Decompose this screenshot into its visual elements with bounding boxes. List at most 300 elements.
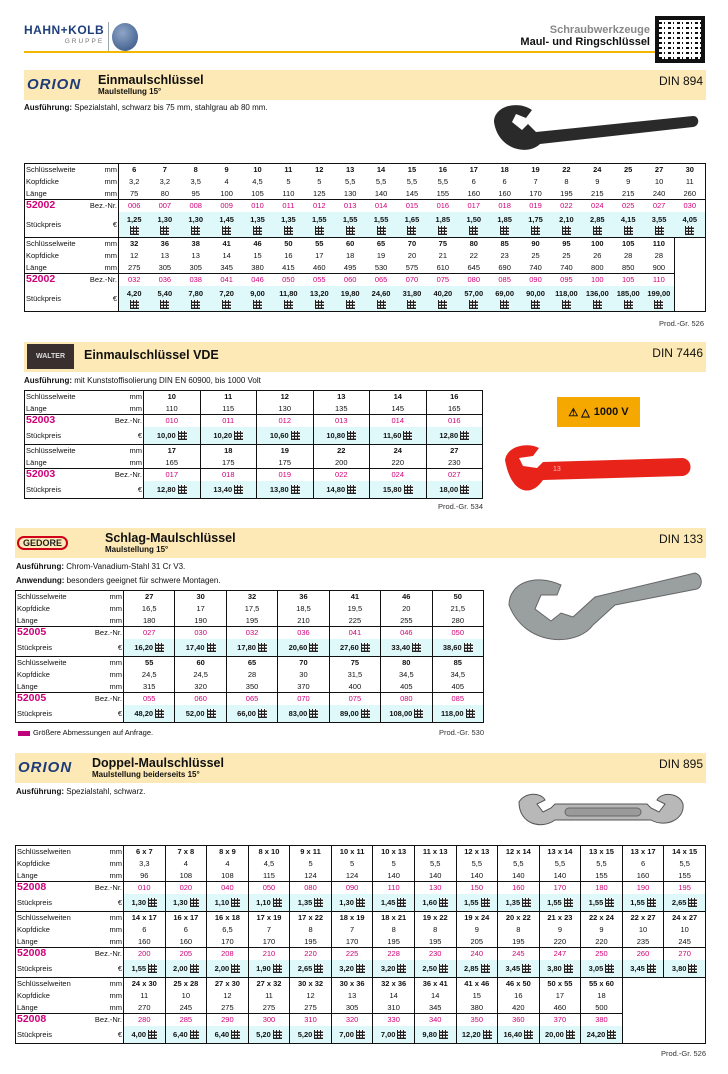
article-number-cell: 090 [331, 882, 373, 894]
row-price [16, 639, 484, 657]
price-cell [551, 286, 582, 312]
subcategory: Maul- und Ringschlüssel [520, 36, 650, 48]
head-cell: 10 [654, 177, 664, 186]
datamatrix-icon[interactable] [346, 300, 355, 309]
datamatrix-icon[interactable] [191, 300, 200, 309]
head-cell: 16 [284, 251, 293, 260]
length-cell: 155 [581, 870, 623, 882]
article-number-cell: 240 [456, 948, 498, 960]
datamatrix-icon[interactable] [647, 964, 656, 973]
size-cell: 13 x 14 [539, 846, 581, 858]
price-cell [290, 1026, 332, 1044]
price-cell [373, 960, 415, 978]
datamatrix-icon[interactable] [377, 300, 386, 309]
datamatrix-icon[interactable] [522, 898, 531, 907]
datamatrix-icon[interactable] [414, 709, 423, 718]
article-number-cell: 011 [200, 415, 257, 427]
datamatrix-icon[interactable] [309, 709, 318, 718]
price: 24,20 [586, 1029, 606, 1039]
article-number-cell: 370 [539, 1014, 581, 1026]
article-number-cell: 250 [581, 948, 623, 960]
row-label: Kopfdicke mm [17, 670, 122, 679]
voltage-label: 1000 V [593, 406, 629, 418]
row-label: Länge mm [17, 936, 122, 946]
price-cell [207, 960, 249, 978]
price: 6,40 [214, 1029, 230, 1039]
price-cell [370, 481, 427, 499]
size-cell: 10 x 13 [373, 846, 415, 858]
datamatrix-icon[interactable] [148, 964, 157, 973]
price: 2,65 [671, 897, 687, 907]
spec-text: Chrom-Vanadium-Stahl 31 Cr V3. [66, 562, 186, 571]
price: 38,60 [442, 642, 462, 652]
datamatrix-icon[interactable] [258, 643, 267, 652]
price: 69,00 [495, 288, 515, 298]
price-cell [211, 286, 242, 312]
size-cell: 27 x 30 [207, 978, 249, 990]
row-length [16, 936, 706, 948]
row-label: Länge mm [26, 262, 117, 272]
row-length [25, 262, 706, 274]
head-cell: 5,5 [581, 858, 623, 870]
datamatrix-icon[interactable] [522, 964, 531, 973]
price: 12,20 [461, 1029, 481, 1039]
datamatrix-icon[interactable] [356, 898, 365, 907]
price-cell [458, 212, 489, 238]
article-number-cell: 130 [414, 882, 456, 894]
spec-line [24, 376, 261, 385]
row-label: Schlüsselweiten mm [17, 847, 122, 857]
datamatrix-icon[interactable] [469, 300, 478, 309]
price-cell [207, 894, 249, 912]
datamatrix-icon[interactable] [624, 226, 633, 235]
row-article-number [16, 882, 706, 894]
article-number-cell: 075 [427, 274, 458, 286]
size-cell: 10 [242, 164, 273, 176]
datamatrix-icon[interactable] [688, 964, 697, 973]
price: 12,80 [439, 430, 459, 440]
article-number-cell: 032 [119, 274, 150, 286]
datamatrix-icon[interactable] [356, 1030, 365, 1039]
size-cell: 36 x 41 [414, 978, 456, 990]
datamatrix-icon[interactable] [130, 300, 139, 309]
price-cell [498, 1026, 540, 1044]
size-cell: 8 x 10 [248, 846, 290, 858]
head-cell: 5,5 [456, 858, 498, 870]
datamatrix-icon[interactable] [347, 431, 356, 440]
size-cell: 55 [304, 238, 335, 250]
datamatrix-icon[interactable] [464, 643, 473, 652]
length-cell: 115 [248, 870, 290, 882]
datamatrix-icon[interactable] [191, 226, 200, 235]
article-number-cell: 018 [200, 469, 257, 481]
datamatrix-icon[interactable] [685, 226, 694, 235]
head-cell: 16,5 [124, 603, 175, 615]
header-rule [24, 51, 656, 53]
datamatrix-icon[interactable] [439, 1030, 448, 1039]
price: 52,00 [185, 708, 205, 718]
head-cell: 7 [248, 924, 290, 936]
article-number-cell: 027 [426, 469, 483, 481]
article-number-cell: 016 [426, 415, 483, 427]
article-number-cell: 046 [242, 274, 273, 286]
datamatrix-icon[interactable] [566, 1030, 575, 1039]
datamatrix-icon[interactable] [438, 300, 447, 309]
datamatrix-icon[interactable] [291, 431, 300, 440]
length-cell: 108 [165, 870, 207, 882]
datamatrix-icon[interactable] [231, 964, 240, 973]
price-cell [278, 639, 329, 657]
datamatrix-icon[interactable] [605, 898, 614, 907]
size-cell: 13 [313, 391, 370, 403]
price-cell [180, 212, 211, 238]
datamatrix-icon[interactable] [361, 709, 370, 718]
part-number: 52002 [26, 199, 56, 212]
article-number-cell: 220 [290, 948, 332, 960]
length-cell: 320 [175, 681, 226, 693]
head-cell: 5 [317, 177, 322, 186]
datamatrix-icon[interactable] [314, 1030, 323, 1039]
size-cell: 30 [675, 164, 706, 176]
datamatrix-icon[interactable] [190, 1030, 199, 1039]
walter-logo: WALTER [27, 344, 74, 369]
length-cell: 415 [282, 262, 295, 272]
row-size [25, 238, 706, 250]
size-cell: 18 [200, 445, 257, 457]
datamatrix-icon[interactable] [500, 226, 509, 235]
datamatrix-icon[interactable] [234, 431, 243, 440]
datamatrix-icon[interactable] [346, 226, 355, 235]
datamatrix-icon[interactable] [148, 898, 157, 907]
price: 1,30 [339, 897, 354, 907]
datamatrix-icon[interactable] [654, 300, 663, 309]
datamatrix-icon[interactable] [284, 300, 293, 309]
datamatrix-icon[interactable] [178, 431, 187, 440]
article-number-cell: 041 [211, 274, 242, 286]
price: 1,30 [188, 214, 204, 224]
datamatrix-icon[interactable] [377, 226, 386, 235]
price: 11,80 [279, 288, 298, 298]
size-cell: 9 x 11 [290, 846, 332, 858]
qr-code-icon[interactable] [655, 16, 705, 63]
length-cell: 255 [381, 615, 432, 627]
datamatrix-icon[interactable] [439, 964, 448, 973]
article-number-cell: 290 [207, 1014, 249, 1026]
price: 40,20 [433, 288, 453, 298]
datamatrix-icon[interactable] [605, 964, 614, 973]
datamatrix-icon[interactable] [564, 898, 573, 907]
article-number-cell: 010 [124, 882, 166, 894]
price: 3,20 [339, 963, 354, 973]
datamatrix-icon[interactable] [155, 709, 164, 718]
head-cell: 5,5 [539, 858, 581, 870]
article-number-cell: 038 [180, 274, 211, 286]
datamatrix-icon[interactable] [593, 300, 602, 309]
datamatrix-icon[interactable] [190, 898, 199, 907]
datamatrix-icon[interactable] [258, 709, 267, 718]
size-cell: 14 x 17 [124, 912, 166, 924]
head-cell: 18,5 [278, 603, 329, 615]
length-cell: 195 [498, 936, 540, 948]
size-cell: 36 [278, 591, 329, 603]
spec-line [16, 787, 145, 796]
datamatrix-icon[interactable] [207, 643, 216, 652]
length-cell: 240 [652, 188, 666, 198]
article-number-cell: 022 [313, 469, 370, 481]
datamatrix-icon[interactable] [481, 964, 490, 973]
size-cell: 16 [427, 164, 458, 176]
price-cell [381, 705, 432, 723]
datamatrix-icon[interactable] [460, 485, 469, 494]
datamatrix-icon[interactable] [403, 431, 412, 440]
size-cell: 100 [582, 238, 613, 250]
price: 13,20 [309, 288, 329, 298]
length-cell: 170 [207, 936, 249, 948]
orion-logo: ORION [18, 759, 73, 776]
row-label: 52002 Bez.-Nr. [26, 199, 117, 212]
size-cell: 13 [335, 164, 366, 176]
datamatrix-icon[interactable] [397, 1030, 406, 1039]
length-cell: 170 [529, 188, 542, 198]
price-cell [664, 960, 706, 978]
price: 3,45 [630, 963, 645, 973]
datamatrix-icon[interactable] [562, 300, 571, 309]
price: 11,60 [383, 430, 402, 440]
price-cell [427, 286, 458, 312]
datamatrix-icon[interactable] [273, 898, 282, 907]
price: 10,60 [269, 430, 289, 440]
row-article-number [16, 1014, 706, 1026]
price: 2,65 [297, 963, 313, 973]
price: 1,90 [256, 963, 271, 973]
price-cell [248, 1026, 290, 1044]
size-cell: 6 x 7 [124, 846, 166, 858]
price-cell [373, 1026, 415, 1044]
article-number-cell: 280 [124, 1014, 166, 1026]
datamatrix-icon[interactable] [500, 300, 509, 309]
length-cell: 460 [313, 262, 326, 272]
length-cell: 215 [591, 188, 604, 198]
datamatrix-icon[interactable] [412, 643, 421, 652]
datamatrix-icon[interactable] [155, 643, 164, 652]
length-cell: 160 [124, 936, 166, 948]
datamatrix-icon[interactable] [315, 226, 324, 235]
datamatrix-icon[interactable] [314, 898, 323, 907]
datamatrix-icon[interactable] [253, 226, 262, 235]
head-cell: 10 [664, 924, 706, 936]
datamatrix-icon[interactable] [481, 898, 490, 907]
length-cell: 100 [220, 188, 233, 198]
head-cell: 16 [498, 990, 540, 1002]
head-cell: 12 [130, 251, 139, 260]
datamatrix-icon[interactable] [647, 898, 656, 907]
row-label: 52008 Bez.-Nr. [17, 881, 122, 894]
size-cell: 110 [644, 238, 675, 250]
datamatrix-icon[interactable] [439, 898, 448, 907]
price-cell [539, 894, 581, 912]
price-cell [644, 212, 675, 238]
price-cell [226, 705, 277, 723]
article-number-cell: 016 [427, 200, 458, 212]
datamatrix-icon[interactable] [356, 964, 365, 973]
datamatrix-icon[interactable] [624, 300, 633, 309]
datamatrix-icon[interactable] [148, 1030, 157, 1039]
row-label: 52003 Bez.-Nr. [26, 414, 142, 427]
size-cell: 105 [613, 238, 644, 250]
head-cell: 28 [624, 251, 633, 260]
datamatrix-icon[interactable] [564, 964, 573, 973]
size-cell: 11 [273, 164, 304, 176]
length-cell: 315 [124, 681, 175, 693]
head-cell: 23 [500, 251, 509, 260]
price-cell [622, 894, 664, 912]
size-cell: 20 x 22 [498, 912, 540, 924]
datamatrix-icon[interactable] [607, 1030, 616, 1039]
price: 1,55 [311, 214, 327, 224]
article-number-cell: 228 [373, 948, 415, 960]
section-subtitle: Maulstellung 15° [105, 545, 169, 554]
spec-text: mit Kunststoffisolierung DIN EN 60900, bis 1000 Volt [74, 376, 261, 385]
datamatrix-icon[interactable] [291, 485, 300, 494]
article-number-cell: 014 [370, 415, 427, 427]
price: 20,00 [545, 1029, 564, 1039]
datamatrix-icon[interactable] [160, 226, 169, 235]
datamatrix-icon[interactable] [593, 226, 602, 235]
head-cell: 9 [626, 177, 631, 186]
datamatrix-icon[interactable] [284, 226, 293, 235]
head-cell: 24,5 [124, 669, 175, 681]
article-number-cell: 041 [329, 627, 380, 639]
price: 1,50 [466, 214, 482, 224]
price: 1,45 [380, 897, 396, 907]
price: 66,00 [237, 708, 256, 718]
datamatrix-icon[interactable] [160, 300, 169, 309]
section-subtitle: Maulstellung 15° [98, 87, 162, 96]
article-number-cell: 032 [226, 627, 277, 639]
article-number-cell: 085 [489, 274, 520, 286]
datamatrix-icon[interactable] [361, 643, 370, 652]
datamatrix-icon[interactable] [222, 226, 231, 235]
datamatrix-icon[interactable] [404, 485, 413, 494]
length-cell: 125 [313, 188, 326, 198]
datamatrix-icon[interactable] [438, 226, 447, 235]
price-cell [622, 960, 664, 978]
article-number-cell: 040 [207, 882, 249, 894]
size-cell: 13 x 15 [581, 846, 623, 858]
price: 108,00 [389, 708, 413, 718]
row-length [16, 1002, 706, 1014]
article-number-cell: 024 [582, 200, 613, 212]
datamatrix-icon[interactable] [234, 485, 243, 494]
datamatrix-icon[interactable] [407, 226, 416, 235]
spec-line [16, 562, 185, 571]
datamatrix-icon[interactable] [347, 485, 356, 494]
warning-triangle-icon: ⚠ △ [568, 406, 590, 419]
datamatrix-icon[interactable] [460, 431, 469, 440]
datamatrix-icon[interactable] [466, 709, 475, 718]
slogging-wrench-image [505, 565, 705, 645]
datamatrix-icon[interactable] [222, 300, 231, 309]
row-label: Stückpreis € [16, 639, 124, 657]
datamatrix-icon[interactable] [314, 964, 323, 973]
article-number-cell: 015 [397, 200, 428, 212]
datamatrix-icon[interactable] [231, 1030, 240, 1039]
datamatrix-icon[interactable] [688, 898, 697, 907]
row-label: 52008 Bez.-Nr. [17, 947, 122, 960]
datamatrix-icon[interactable] [309, 643, 318, 652]
price-cell [582, 212, 613, 238]
article-number-cell: 350 [456, 1014, 498, 1026]
datamatrix-icon[interactable] [178, 485, 187, 494]
price: 1,85 [497, 214, 512, 224]
price: 19,80 [340, 288, 360, 298]
length-cell: 305 [331, 1002, 373, 1014]
datamatrix-icon[interactable] [190, 964, 199, 973]
datamatrix-icon[interactable] [531, 300, 540, 309]
price: 1,75 [528, 214, 543, 224]
row-label: Stückpreis € [25, 286, 119, 312]
row-size [16, 846, 706, 858]
datamatrix-icon[interactable] [531, 226, 540, 235]
datamatrix-icon[interactable] [207, 709, 216, 718]
datamatrix-icon[interactable] [483, 1030, 492, 1039]
row-size [16, 978, 706, 990]
price: 1,55 [547, 897, 562, 907]
datamatrix-icon[interactable] [253, 300, 262, 309]
row-article-number [16, 627, 484, 639]
datamatrix-icon[interactable] [397, 964, 406, 973]
datamatrix-icon[interactable] [315, 300, 324, 309]
size-cell: 19 [520, 164, 551, 176]
row-price [16, 894, 706, 912]
row-head [16, 924, 706, 936]
article-number-cell: 205 [165, 948, 207, 960]
datamatrix-icon[interactable] [231, 898, 240, 907]
product-table-52002 [24, 163, 706, 312]
datamatrix-icon[interactable] [469, 226, 478, 235]
price: 89,00 [340, 708, 359, 718]
price-cell [520, 286, 551, 312]
size-cell: 22 [551, 164, 582, 176]
price: 2,85 [463, 963, 479, 973]
vde-badge [557, 397, 640, 427]
company-group: GRUPPE [64, 38, 105, 45]
article-number-cell: 010 [242, 200, 273, 212]
datamatrix-icon[interactable] [130, 226, 139, 235]
article-number-cell: 190 [622, 882, 664, 894]
head-cell: 15 [456, 990, 498, 1002]
price-cell [278, 705, 329, 723]
datamatrix-icon[interactable] [273, 964, 282, 973]
row-label: Schlüsselweiten mm [17, 979, 122, 989]
size-cell: 17 x 22 [290, 912, 332, 924]
part-number: 52005 [17, 626, 47, 639]
datamatrix-icon[interactable] [397, 898, 406, 907]
price: 5,20 [297, 1029, 313, 1039]
price: 7,20 [219, 288, 234, 298]
datamatrix-icon[interactable] [655, 226, 664, 235]
spec-label: Ausführung: [16, 562, 64, 571]
length-cell: 195 [226, 615, 277, 627]
size-cell: 18 [489, 164, 520, 176]
datamatrix-icon[interactable] [407, 300, 416, 309]
datamatrix-icon[interactable] [273, 1030, 282, 1039]
datamatrix-icon[interactable] [562, 226, 571, 235]
price-cell [335, 212, 366, 238]
length-cell: 850 [621, 262, 635, 272]
datamatrix-icon[interactable] [524, 1030, 533, 1039]
size-cell: 8 x 9 [207, 846, 249, 858]
